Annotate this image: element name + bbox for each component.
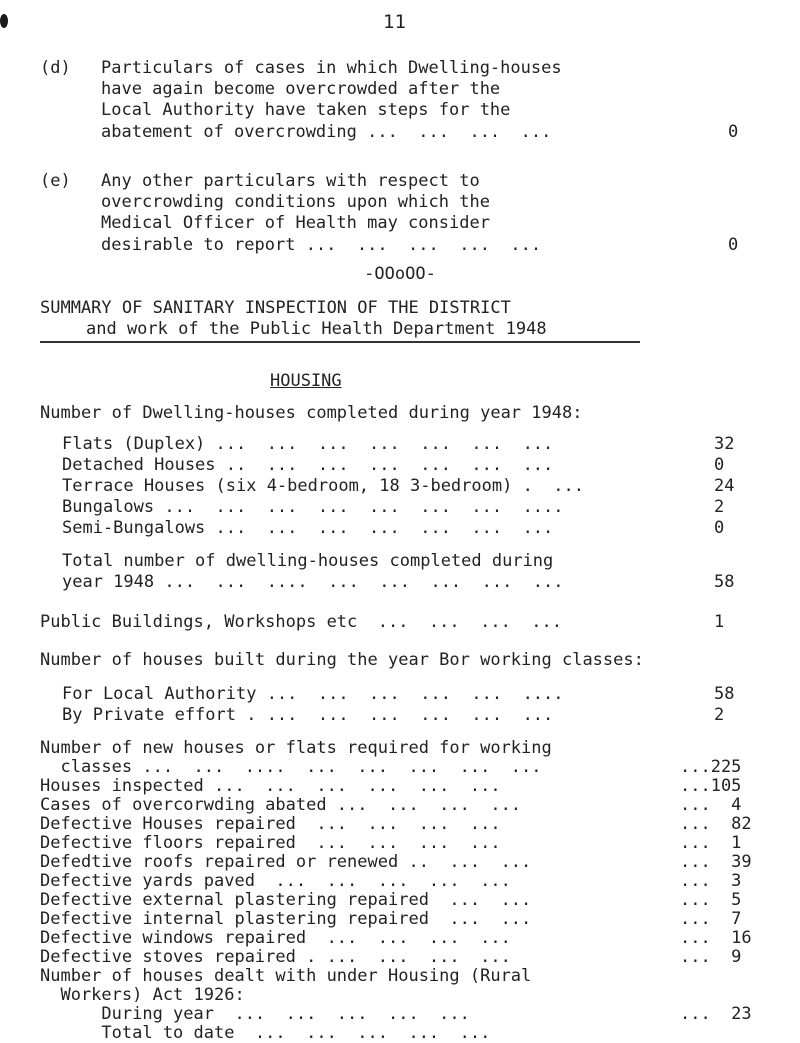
inspection-row-value: ... 82 — [680, 814, 752, 834]
total-completed-value: 58 — [714, 572, 735, 592]
section-d-label: (d) — [40, 58, 71, 78]
total-completed-line-1: Total number of dwelling-houses completed during — [62, 551, 554, 571]
inspection-row-value: ... 39 — [680, 852, 752, 872]
inspection-row-label: Defedtive roofs repaired or renewed .. ... ... — [40, 852, 532, 872]
built-row-label: By Private effort . ... ... ... ... ... ... — [62, 705, 554, 725]
inspection-row-label: Defective floors repaired ... ... ... ... — [40, 833, 501, 853]
section-e-line-1: Any other particulars with respect to — [101, 171, 480, 191]
inspection-row-label: classes ... ... .... ... ... ... ... ... — [40, 757, 542, 777]
page-edge-mark — [0, 14, 8, 28]
inspection-row-value: ... 7 — [680, 909, 742, 929]
inspection-row-label: Defective yards paved ... ... ... ... ... — [40, 871, 511, 891]
inspection-row-label: Defective internal plastering repaired ... ... — [40, 909, 532, 929]
completed-row-value: 2 — [714, 497, 725, 517]
summary-title-line-2: and work of the Public Health Department 1948 — [86, 319, 547, 339]
section-e-line-4: desirable to report ... ... ... ... ... — [101, 235, 542, 255]
completed-row-value: 0 — [714, 518, 725, 538]
section-d-line-3: Local Authority have taken steps for the — [101, 100, 511, 120]
inspection-row-label: During year ... ... ... ... ... — [40, 1004, 470, 1024]
built-row-value: 58 — [714, 684, 735, 704]
completed-row-value: 0 — [714, 455, 725, 475]
inspection-row-value: ... 23 — [680, 1004, 752, 1024]
inspection-row-value: ...225 — [680, 757, 742, 777]
inspection-row-label: Cases of overcorwding abated ... ... ... ... — [40, 795, 522, 815]
inspection-row-label: Houses inspected ... ... ... ... ... ... — [40, 776, 501, 796]
page-number: 11 — [383, 11, 406, 33]
public-buildings-value: 1 — [714, 612, 725, 632]
total-completed-line-2: year 1948 ... ... .... ... ... ... ... ... — [62, 572, 564, 592]
inspection-row-label: Workers) Act 1926: — [40, 985, 245, 1005]
built-row-label: For Local Authority ... ... ... ... ... .... — [62, 684, 564, 704]
separator: -OOoOO- — [364, 264, 436, 284]
summary-title-line-1: SUMMARY OF SANITARY INSPECTION OF THE DISTRICT — [40, 298, 511, 318]
inspection-row-value: ... 5 — [680, 890, 742, 910]
built-row-value: 2 — [714, 705, 725, 725]
inspection-row-value: ... 16 — [680, 928, 752, 948]
summary-title-rule — [40, 341, 640, 343]
housing-heading: HOUSING — [270, 371, 342, 391]
inspection-row-label: Number of houses dealt with under Housing (Rural — [40, 966, 532, 986]
inspection-row-label: Number of new houses or flats required for working — [40, 738, 552, 758]
inspection-row-value: ... 9 — [680, 947, 742, 967]
inspection-row-label: Defective windows repaired ... ... ... ... — [40, 928, 511, 948]
inspection-row-value: ... 3 — [680, 871, 742, 891]
completed-row-label: Terrace Houses (six 4-bedroom, 18 3-bedroom) . ... — [62, 476, 584, 496]
section-e-line-2: overcrowding conditions upon which the — [101, 192, 490, 212]
completed-heading: Number of Dwelling-houses completed during year 1948: — [40, 403, 583, 423]
section-d-line-1: Particulars of cases in which Dwelling-houses — [101, 58, 562, 78]
public-buildings-label: Public Buildings, Workshops etc ... ... ... ... — [40, 612, 562, 632]
section-e-line-3: Medical Officer of Health may consider — [101, 213, 490, 233]
completed-row-value: 32 — [714, 434, 735, 454]
inspection-row-value: ... 1 — [680, 833, 742, 853]
section-e-label: (e) — [40, 171, 71, 191]
section-d-value: 0 — [728, 122, 739, 142]
completed-row-label: Detached Houses .. ... ... ... ... ... ... — [62, 455, 554, 475]
section-d-line-2: have again become overcrowded after the — [101, 79, 501, 99]
built-heading: Number of houses built during the year Bor working classes: — [40, 650, 644, 670]
completed-row-label: Flats (Duplex) ... ... ... ... ... ... ... — [62, 434, 554, 454]
section-e-value: 0 — [728, 235, 739, 255]
inspection-row-label: Defective Houses repaired ... ... ... ... — [40, 814, 501, 834]
inspection-row-label: Defective external plastering repaired ... ... — [40, 890, 532, 910]
inspection-row-value: ...105 — [680, 776, 742, 796]
completed-row-label: Bungalows ... ... ... ... ... ... ... .... — [62, 497, 564, 517]
completed-row-value: 24 — [714, 476, 735, 496]
section-d-line-4: abatement of overcrowding ... ... ... ... — [101, 122, 552, 142]
inspection-row-label: Defective stoves repaired . ... ... ... ... — [40, 947, 511, 967]
inspection-row-label: Total to date ... ... ... ... ... — [40, 1023, 491, 1043]
inspection-row-value: ... 4 — [680, 795, 742, 815]
completed-row-label: Semi-Bungalows ... ... ... ... ... ... ... — [62, 518, 554, 538]
